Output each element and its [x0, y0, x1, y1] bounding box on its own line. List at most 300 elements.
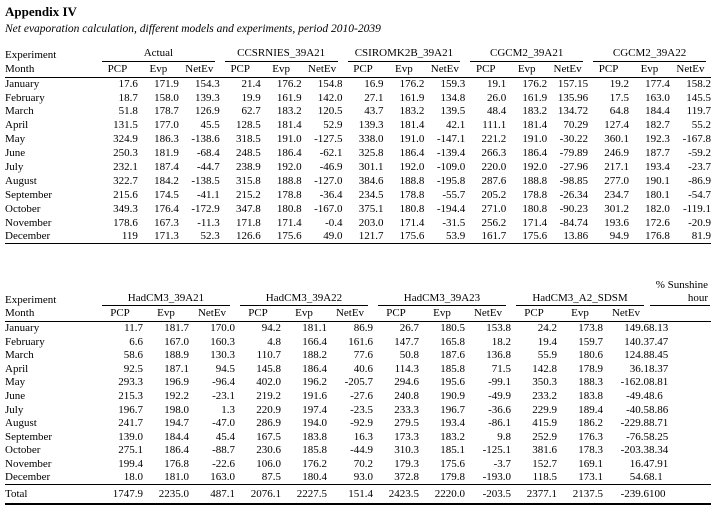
value-cell: -125.1: [482, 444, 511, 457]
sunshine-cell: 8.81: [649, 376, 669, 389]
value-cell: 26.7: [399, 322, 419, 335]
value-cell: 180.8: [522, 202, 548, 215]
value-cell: 215.3: [118, 389, 143, 402]
value-cell: 176.3: [578, 430, 603, 443]
sunshine-cell: 7.47: [649, 335, 669, 348]
total-value-cell: 151.4: [327, 485, 373, 504]
subcolumn-header: Evp: [261, 62, 302, 77]
value-cell: 293.3: [118, 376, 143, 389]
value-cell: 194.0: [302, 417, 327, 430]
value-cell: -127.5: [314, 133, 343, 146]
value-cell: -96.4: [212, 376, 235, 389]
value-cell: 139.5: [440, 105, 466, 118]
subcolumn-header: PCP: [220, 62, 261, 77]
value-cell: 19.9: [241, 91, 261, 104]
value-cell: 178.3: [578, 444, 603, 457]
value-cell: 205.2: [481, 188, 507, 201]
value-cell: 178.6: [113, 216, 138, 229]
sunshine-cell: 8.45: [649, 349, 669, 362]
value-cell: 52.3: [179, 230, 220, 244]
value-cell: 180.6: [578, 349, 603, 362]
subcolumn-header: PCP: [465, 62, 506, 77]
subcolumn-header: NetEv: [302, 62, 343, 77]
value-cell: 186.3: [154, 133, 179, 146]
value-cell: -36.4: [319, 188, 343, 201]
value-cell: -54.7: [688, 188, 711, 201]
value-cell: 53.9: [424, 230, 465, 244]
group-header-label: CCSRNIES_39A21: [225, 47, 338, 62]
subcolumn-header: Evp: [419, 306, 465, 321]
value-cell: -79.89: [559, 147, 589, 160]
month-cell: May: [5, 133, 26, 146]
table-row: [5, 188, 711, 202]
value-cell: 384.6: [358, 174, 384, 187]
value-cell: 161.9: [399, 91, 425, 104]
table-row: [5, 230, 711, 244]
subcolumn-header: Evp: [557, 306, 603, 321]
value-cell: 233.2: [532, 389, 557, 402]
value-cell: 183.2: [399, 105, 425, 118]
value-cell: 181.4: [276, 119, 302, 132]
value-cell: -30.22: [559, 133, 589, 146]
value-cell: 185.8: [302, 444, 327, 457]
value-cell: 186.4: [276, 147, 302, 160]
value-cell: 294.6: [394, 376, 419, 389]
month-cell: April: [5, 362, 29, 375]
value-cell: 171.4: [276, 216, 302, 229]
value-cell: 183.2: [440, 430, 465, 443]
value-cell: -23.5: [350, 403, 373, 416]
value-cell: 94.5: [215, 362, 235, 375]
value-cell: 19.1: [486, 77, 507, 90]
experiment-label: Experiment: [5, 293, 57, 306]
month-cell: March: [5, 349, 34, 362]
value-cell: 171.9: [154, 77, 179, 90]
group-header-label: HadCM3_A2_SDSM: [516, 292, 644, 307]
value-cell: 187.7: [645, 147, 670, 160]
value-cell: 286.9: [256, 417, 281, 430]
value-cell: 310.3: [394, 444, 419, 457]
total-sunshine-cell: 100: [649, 485, 711, 504]
month-cell: December: [5, 471, 51, 484]
total-value-cell: 2377.1: [511, 485, 557, 504]
value-cell: 165.8: [440, 335, 465, 348]
value-cell: -205.7: [344, 376, 373, 389]
sunshine-cell: 8.86: [649, 403, 669, 416]
value-cell: 40.6: [353, 362, 373, 375]
value-cell: 191.0: [522, 133, 548, 146]
value-cell: 142.0: [317, 91, 343, 104]
month-cell: October: [5, 202, 41, 215]
experiment-label: Experiment: [5, 49, 57, 62]
value-cell: 180.8: [399, 202, 425, 215]
value-cell: 171.4: [399, 216, 425, 229]
value-cell: 220.0: [481, 160, 507, 173]
value-cell: 154.8: [317, 77, 343, 90]
value-cell: 279.5: [394, 417, 419, 430]
value-cell: -84.74: [559, 216, 589, 229]
value-cell: -22.6: [212, 457, 235, 470]
value-cell: 178.8: [522, 188, 548, 201]
total-value-cell: 487.1: [189, 485, 235, 504]
value-cell: 325.8: [358, 147, 384, 160]
value-cell: 175.6: [440, 457, 465, 470]
value-cell: 199.4: [118, 457, 143, 470]
subcolumn-header: PCP: [97, 62, 138, 77]
value-cell: 45.5: [200, 119, 220, 132]
value-cell: -23.1: [212, 389, 235, 402]
value-cell: -47.0: [212, 417, 235, 430]
subcolumn-header: NetEv: [424, 62, 465, 77]
value-cell: 250.3: [113, 147, 138, 160]
table-row: [5, 202, 711, 216]
value-cell: 160.3: [210, 335, 235, 348]
value-cell: 21.4: [241, 77, 261, 90]
value-cell: 176.4: [154, 202, 179, 215]
total-value-cell: 1747.9: [97, 485, 143, 504]
table-row: [5, 174, 711, 188]
value-cell: -99.1: [488, 376, 511, 389]
group-header-label: CGCM2_39A22: [593, 47, 706, 62]
value-cell: 161.9: [522, 91, 548, 104]
table-row: [5, 321, 711, 335]
value-cell: 134.72: [557, 105, 589, 118]
value-cell: 16.3: [353, 430, 373, 443]
total-value-cell: 2076.1: [235, 485, 281, 504]
value-cell: 81.9: [670, 230, 711, 244]
value-cell: 256.2: [481, 216, 507, 229]
value-cell: 177.0: [154, 119, 179, 132]
value-cell: 130.3: [210, 349, 235, 362]
value-cell: -229.8: [620, 417, 649, 430]
value-cell: 234.5: [358, 188, 384, 201]
value-cell: 50.8: [399, 349, 419, 362]
page-subtitle: Net evaporation calculation, different models and experiments, period 2010-2039: [5, 23, 381, 35]
month-cell: July: [5, 403, 24, 416]
value-cell: 360.1: [604, 133, 629, 146]
value-cell: -167.0: [314, 202, 343, 215]
value-cell: -119.1: [682, 202, 711, 215]
value-cell: 193.4: [440, 417, 465, 430]
value-cell: 347.8: [235, 202, 261, 215]
value-cell: 192.0: [399, 160, 425, 173]
value-cell: 190.9: [440, 389, 465, 402]
value-cell: 171.3: [138, 230, 179, 244]
value-cell: 181.9: [154, 147, 179, 160]
value-cell: 176.2: [302, 457, 327, 470]
value-cell: 252.9: [532, 430, 557, 443]
table-row: [5, 160, 711, 174]
value-cell: 127.4: [604, 119, 629, 132]
value-cell: 215.2: [235, 188, 261, 201]
value-cell: 188.8: [399, 174, 425, 187]
value-cell: 24.2: [537, 322, 557, 335]
value-cell: 195.6: [440, 376, 465, 389]
month-cell: July: [5, 160, 24, 173]
value-cell: -98.85: [559, 174, 589, 187]
value-cell: 4.8: [267, 335, 281, 348]
value-cell: 153.8: [486, 322, 511, 335]
table-row: [5, 146, 711, 160]
value-cell: 185.8: [440, 362, 465, 375]
value-cell: 196.7: [440, 403, 465, 416]
value-cell: 196.9: [164, 376, 189, 389]
value-cell: -36.6: [488, 403, 511, 416]
value-cell: 173.8: [578, 322, 603, 335]
value-cell: 176.2: [522, 77, 548, 90]
value-cell: 42.1: [446, 119, 466, 132]
value-cell: 241.7: [118, 417, 143, 430]
value-cell: 121.7: [343, 230, 384, 244]
value-cell: 159.7: [578, 335, 603, 348]
value-cell: -172.9: [191, 202, 220, 215]
group-header: [97, 46, 220, 62]
page-title: Appendix IV: [5, 4, 77, 19]
value-cell: 318.5: [235, 133, 261, 146]
value-cell: 87.5: [261, 471, 281, 484]
value-cell: 157.15: [557, 77, 589, 90]
value-cell: 136.8: [486, 349, 511, 362]
value-cell: 1.3: [221, 403, 235, 416]
subcolumn-header: NetEv: [327, 306, 373, 321]
value-cell: 188.9: [164, 349, 189, 362]
value-cell: 181.7: [164, 322, 189, 335]
value-cell: 176.2: [399, 77, 425, 90]
value-cell: 186.4: [399, 147, 425, 160]
subcolumn-header: NetEv: [179, 62, 220, 77]
value-cell: -46.9: [319, 160, 343, 173]
subcolumn-header: Evp: [629, 62, 670, 77]
value-cell: 176.2: [276, 77, 302, 90]
table-subheader-row: [5, 62, 711, 77]
group-header: [373, 279, 511, 306]
value-cell: 111.1: [482, 119, 507, 132]
table-row: [5, 376, 711, 390]
subcolumn-header: Evp: [383, 62, 424, 77]
value-cell: 13.86: [547, 230, 588, 244]
month-cell: November: [5, 457, 52, 470]
value-cell: 16.4: [629, 457, 649, 470]
value-cell: 106.0: [256, 457, 281, 470]
value-cell: 183.8: [578, 389, 603, 402]
value-cell: -193.0: [482, 471, 511, 484]
value-cell: 128.5: [235, 119, 261, 132]
month-cell: August: [5, 417, 37, 430]
group-header-label: HadCM3_39A21: [102, 292, 230, 307]
table-row: [5, 444, 711, 458]
value-cell: 188.8: [522, 174, 548, 187]
value-cell: 142.8: [532, 362, 557, 375]
value-cell: 94.2: [261, 322, 281, 335]
value-cell: -203.3: [620, 444, 649, 457]
subcolumn-header: Evp: [143, 306, 189, 321]
sunshine-cell: 7.91: [649, 457, 669, 470]
group-header: [97, 279, 235, 306]
value-cell: 26.0: [486, 91, 507, 104]
value-cell: -0.4: [325, 216, 343, 229]
value-cell: 238.9: [235, 160, 261, 173]
value-cell: -27.96: [559, 160, 589, 173]
value-cell: -88.7: [212, 444, 235, 457]
value-cell: -44.7: [196, 160, 220, 173]
value-cell: 19.2: [609, 77, 629, 90]
table-row: [5, 471, 711, 485]
value-cell: 152.7: [532, 457, 557, 470]
subcolumn-header: NetEv: [189, 306, 235, 321]
value-cell: 170.0: [210, 322, 235, 335]
value-cell: 139.3: [195, 91, 220, 104]
subcolumn-header: Evp: [506, 62, 547, 77]
value-cell: 191.0: [276, 133, 302, 146]
month-label: Month: [5, 62, 97, 77]
value-cell: 184.4: [645, 105, 670, 118]
subcolumn-header: PCP: [511, 306, 557, 321]
total-value-cell: 2235.0: [143, 485, 189, 504]
table-row: [5, 389, 711, 403]
sunshine-cell: 8.1: [649, 471, 663, 484]
value-cell: 190.1: [645, 174, 670, 187]
value-cell: -26.34: [559, 188, 589, 201]
table-row: [5, 133, 711, 147]
total-value-cell: 2137.5: [557, 485, 603, 504]
value-cell: 275.1: [118, 444, 143, 457]
value-cell: 322.7: [113, 174, 138, 187]
value-cell: 167.3: [154, 216, 179, 229]
value-cell: 11.7: [124, 322, 143, 335]
month-cell: August: [5, 174, 37, 187]
value-cell: 188.3: [578, 376, 603, 389]
group-header: [235, 279, 373, 306]
value-cell: 192.3: [645, 133, 670, 146]
table-row: [5, 430, 711, 444]
value-cell: 86.9: [353, 322, 373, 335]
total-value-cell: 2220.0: [419, 485, 465, 504]
value-cell: 167.5: [256, 430, 281, 443]
value-cell: 139.0: [118, 430, 143, 443]
value-cell: 161.6: [348, 335, 373, 348]
value-cell: 48.4: [486, 105, 507, 118]
table-row: [5, 216, 711, 230]
value-cell: 179.8: [440, 471, 465, 484]
value-cell: 178.9: [578, 362, 603, 375]
value-cell: -86.9: [688, 174, 711, 187]
month-cell: February: [5, 335, 45, 348]
subcolumn-header: NetEv: [670, 62, 711, 77]
value-cell: 17.5: [609, 91, 629, 104]
sunshine-cell: 8.25: [649, 430, 669, 443]
value-cell: 171.4: [522, 216, 548, 229]
value-cell: 186.4: [302, 362, 327, 375]
month-label: Month: [5, 306, 97, 321]
value-cell: 177.4: [645, 77, 670, 90]
value-cell: 119: [97, 230, 138, 244]
month-cell: January: [5, 77, 40, 90]
value-cell: 175.6: [383, 230, 424, 244]
value-cell: 58.6: [123, 349, 143, 362]
month-cell: January: [5, 322, 40, 335]
value-cell: 43.7: [364, 105, 384, 118]
value-cell: -23.7: [688, 160, 711, 173]
value-cell: 402.0: [256, 376, 281, 389]
value-cell: 187.6: [440, 349, 465, 362]
value-cell: 185.1: [440, 444, 465, 457]
value-cell: -86.1: [488, 417, 511, 430]
total-row: [5, 485, 711, 504]
value-cell: 187.1: [164, 362, 189, 375]
value-cell: 94.9: [588, 230, 629, 244]
value-cell: -162.0: [620, 376, 649, 389]
value-cell: 27.1: [364, 91, 384, 104]
value-cell: 240.8: [394, 389, 419, 402]
value-cell: 126.9: [195, 105, 220, 118]
value-cell: 169.1: [578, 457, 603, 470]
value-cell: 372.8: [394, 471, 419, 484]
value-cell: 71.5: [491, 362, 511, 375]
value-cell: 149.6: [624, 322, 649, 335]
value-cell: 178.7: [154, 105, 179, 118]
value-cell: 315.8: [235, 174, 261, 187]
table-row: [5, 105, 711, 119]
month-cell: February: [5, 91, 45, 104]
value-cell: 64.8: [609, 105, 629, 118]
value-cell: -127.0: [314, 174, 343, 187]
table-row: [5, 362, 711, 376]
value-cell: -49.9: [488, 389, 511, 402]
value-cell: 55.9: [537, 349, 557, 362]
value-cell: 229.9: [532, 403, 557, 416]
value-cell: 192.2: [164, 389, 189, 402]
value-cell: 180.8: [276, 202, 302, 215]
value-cell: -49.4: [626, 389, 649, 402]
sunshine-cell: 8.34: [649, 444, 669, 457]
group-header: [343, 46, 466, 62]
value-cell: 173.3: [394, 430, 419, 443]
value-cell: 120.5: [317, 105, 343, 118]
group-header-label: CGCM2_39A21: [470, 47, 583, 62]
value-cell: 188.8: [276, 174, 302, 187]
value-cell: 182.7: [645, 119, 670, 132]
value-cell: 181.1: [302, 322, 327, 335]
value-cell: 114.3: [394, 362, 419, 375]
value-cell: -31.5: [442, 216, 466, 229]
value-cell: 147.7: [394, 335, 419, 348]
group-header-label: Actual: [102, 47, 215, 62]
value-cell: 220.9: [256, 403, 281, 416]
value-cell: 350.3: [532, 376, 557, 389]
value-cell: 158.2: [686, 77, 711, 90]
value-cell: 219.2: [256, 389, 281, 402]
value-cell: -59.2: [688, 147, 711, 160]
value-cell: 18.2: [491, 335, 511, 348]
value-cell: 181.4: [399, 119, 425, 132]
value-cell: -55.7: [442, 188, 466, 201]
value-cell: 183.8: [302, 430, 327, 443]
value-cell: 196.7: [118, 403, 143, 416]
value-cell: 77.6: [353, 349, 373, 362]
subcolumn-header: Evp: [138, 62, 179, 77]
month-cell: June: [5, 389, 26, 402]
value-cell: 124.8: [624, 349, 649, 362]
table-row: [5, 457, 711, 471]
table-row: [5, 403, 711, 417]
value-cell: 19.4: [537, 335, 557, 348]
value-cell: -195.8: [436, 174, 466, 187]
value-cell: -90.23: [559, 202, 589, 215]
value-cell: 6.6: [129, 335, 143, 348]
value-cell: 324.9: [113, 133, 138, 146]
value-cell: -109.0: [436, 160, 466, 173]
value-cell: 183.2: [276, 105, 302, 118]
